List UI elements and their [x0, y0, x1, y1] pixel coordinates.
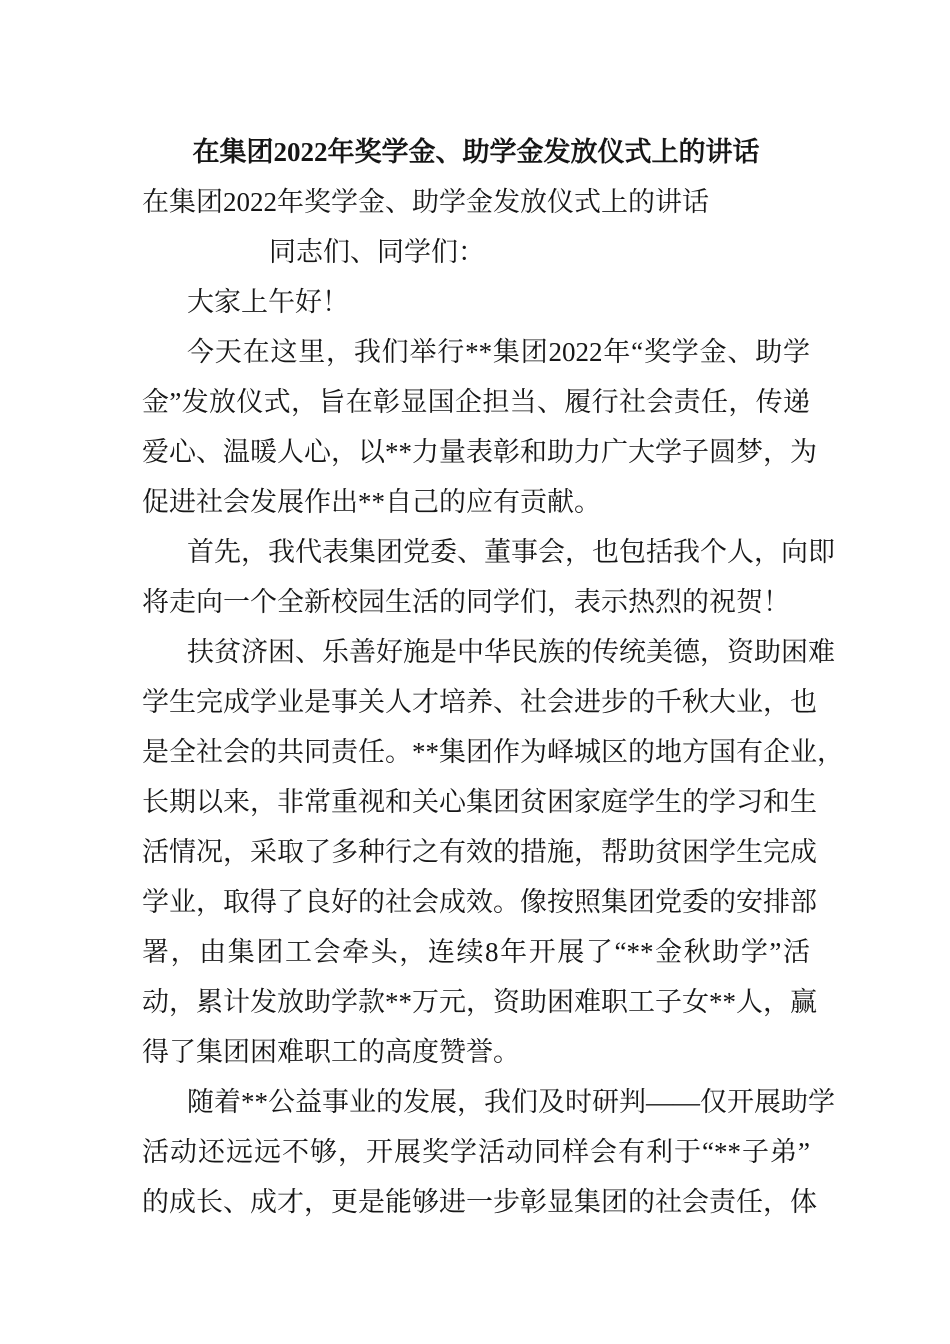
text-line: 的成长、成才，更是能够进一步彰显集团的社会责任，体 [142, 1187, 817, 1217]
text-line: 将走向一个全新校园生活的同学们，表示热烈的祝贺！ [142, 587, 790, 617]
text-line: 长期以来，非常重视和关心集团贫困家庭学生的学习和生 [142, 787, 817, 817]
text-line: 大家上午好！ [187, 287, 349, 317]
text-line: 首先，我代表集团党委、董事会，也包括我个人，向即 [187, 537, 835, 567]
text-line: 爱心、温暖人心，以**力量表彰和助力广大学子圆梦，为 [142, 437, 817, 467]
text-line: 活情况，采取了多种行之有效的措施，帮助贫困学生完成 [142, 837, 817, 867]
paragraph-scholarship-development [142, 1077, 835, 1227]
paragraph-congratulations [142, 527, 835, 627]
text-line: 随着**公益事业的发展，我们及时研判——仅开展助学 [187, 1087, 835, 1117]
text-line: 扶贫济困、乐善好施是中华民族的传统美德，资助困难 [187, 637, 835, 667]
text-line: 同志们、同学们： [269, 237, 485, 267]
text-line: 动，累计发放助学款**万元，资助困难职工子女**人，赢 [142, 987, 817, 1017]
greeting-paragraph [142, 277, 810, 327]
text-line: 在集团2022年奖学金、助学金发放仪式上的讲话 [192, 137, 760, 167]
text-line: 是全社会的共同责任。**集团作为峄城区的地方国有企业， [142, 737, 844, 767]
text-line: 活动还远远不够，开展奖学活动同样会有利于“**子弟” [142, 1137, 810, 1167]
text-line: 学业，取得了良好的社会成效。像按照集团党委的安排部 [142, 887, 817, 917]
paragraph-ceremony-purpose [142, 327, 817, 527]
text-line: 金”发放仪式，旨在彰显国企担当、履行社会责任，传递 [142, 387, 810, 417]
paragraph-tradition-and-aid [142, 627, 844, 1077]
text-line: 今天在这里，我们举行**集团2022年“奖学金、助学 [187, 337, 810, 367]
salutation-line [142, 227, 810, 277]
text-line: 署，由集团工会牵头，连续8年开展了“**金秋助学”活 [142, 937, 810, 967]
text-line: 得了集团困难职工的高度赞誉。 [142, 1037, 520, 1067]
text-line: 在集团2022年奖学金、助学金发放仪式上的讲话 [142, 187, 709, 217]
text-line: 学生完成学业是事关人才培养、社会进步的千秋大业，也 [142, 687, 817, 717]
text-line: 促进社会发展作出**自己的应有贡献。 [142, 487, 601, 517]
document-title [142, 127, 810, 177]
document-subtitle [142, 177, 810, 227]
document-body [142, 127, 844, 1227]
